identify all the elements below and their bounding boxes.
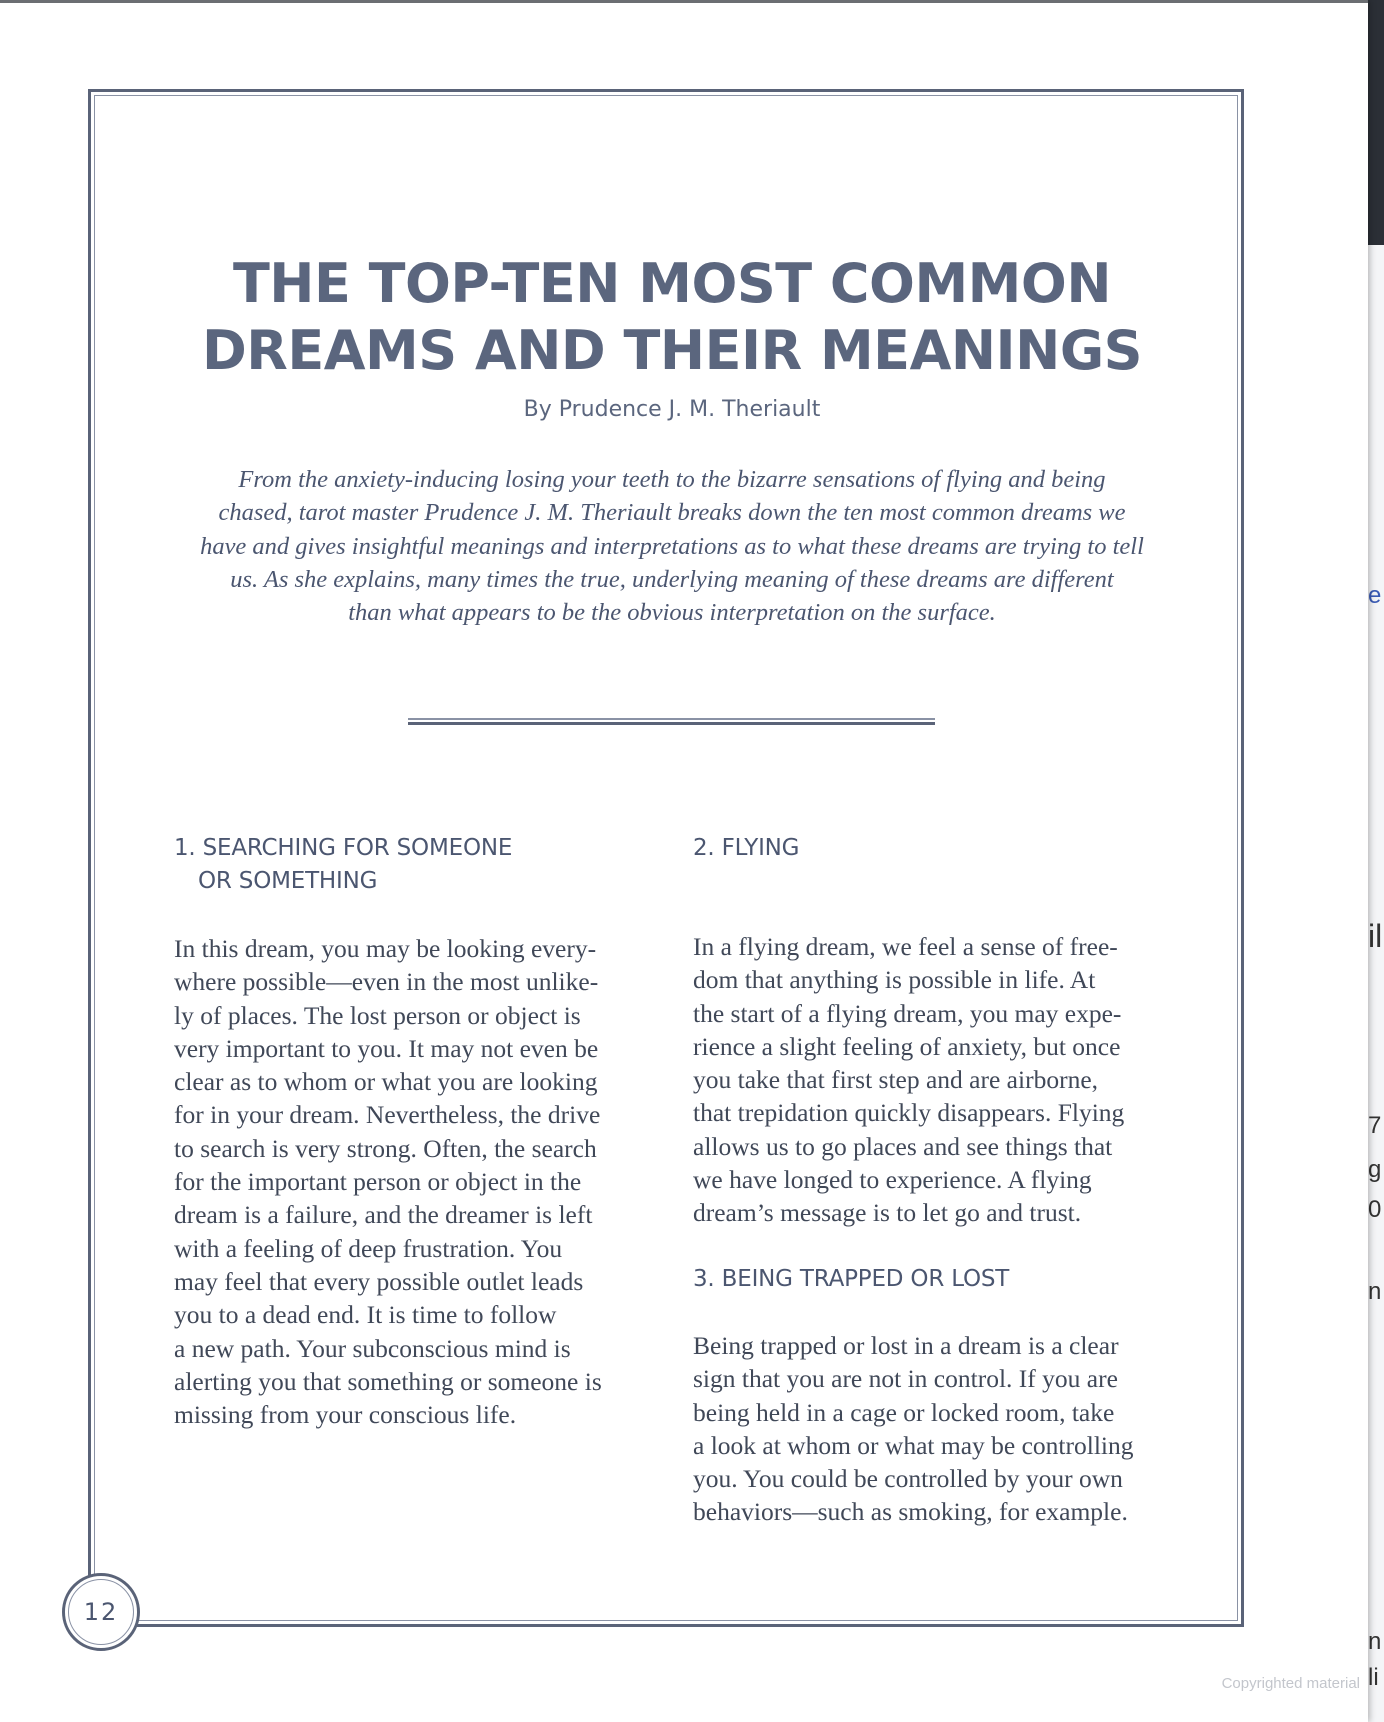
heading-line: 3. BEING TRAPPED OR LOST bbox=[693, 1266, 1010, 1292]
body-line: you take that first step and are airborne, bbox=[693, 1065, 1099, 1095]
intro-line: chased, tarot master Prudence J. M. Theriault breaks down the ten most common dreams we bbox=[218, 499, 1126, 527]
background-text-fragment: n bbox=[1368, 1628, 1382, 1655]
body-line: being held in a cage or locked room, take bbox=[693, 1397, 1115, 1427]
intro-line: From the anxiety-inducing losing your teeth to the bizarre sensations of flying and being bbox=[238, 466, 1106, 493]
body-line: that trepidation quickly disappears. Flying bbox=[693, 1098, 1125, 1128]
section-body-searching bbox=[174, 932, 602, 1431]
body-line: a look at whom or what may be controlling bbox=[693, 1430, 1134, 1460]
background-text-fragment: 7 bbox=[1368, 1112, 1382, 1139]
body-line: where possible—even in the most unlike- bbox=[174, 967, 599, 997]
heading-line: OR SOMETHING bbox=[198, 868, 378, 894]
body-line: sign that you are not in control. If you are bbox=[693, 1364, 1118, 1394]
body-line: In this dream, you may be looking every- bbox=[174, 934, 597, 963]
body-line: may feel that every possible outlet leads bbox=[174, 1266, 584, 1296]
divider-rule-thick bbox=[408, 722, 935, 725]
body-line: missing from your conscious life. bbox=[174, 1400, 517, 1430]
background-text-fragment: li bbox=[1368, 1664, 1379, 1691]
section-body-flying bbox=[693, 930, 1124, 1230]
background-text-fragment: g bbox=[1368, 1156, 1382, 1183]
body-line: you to a dead end. It is time to follow bbox=[174, 1300, 557, 1330]
section-heading-searching bbox=[174, 832, 512, 898]
body-line: Being trapped or lost in a dream is a clear bbox=[693, 1331, 1119, 1360]
background-text-fragment: n bbox=[1368, 1278, 1382, 1305]
body-line: with a feeling of deep frustration. You bbox=[174, 1233, 563, 1263]
body-line: for the important person or object in the bbox=[174, 1167, 582, 1197]
body-line: a new path. Your subconscious mind is bbox=[174, 1333, 571, 1363]
body-line: allows us to go places and see things that bbox=[693, 1131, 1113, 1161]
page-number: 12 bbox=[83, 1598, 119, 1626]
body-line: for in your dream. Nevertheless, the drive bbox=[174, 1100, 601, 1130]
section-heading-flying bbox=[693, 832, 799, 865]
heading-line: 1. SEARCHING FOR SOMEONE bbox=[174, 835, 513, 861]
background-text-fragment: 0 bbox=[1368, 1196, 1382, 1223]
body-line: we have longed to experience. A flying bbox=[693, 1165, 1092, 1195]
page-number-badge bbox=[62, 1573, 140, 1651]
intro-line: than what appears to be the obvious interpretation on the surface. bbox=[348, 599, 996, 627]
copyright-watermark: Copyrighted material bbox=[1221, 1675, 1360, 1692]
article-byline: By Prudence J. M. Theriault bbox=[523, 397, 821, 422]
section-heading-trapped bbox=[693, 1263, 1009, 1296]
body-line: dom that anything is possible in life. At bbox=[693, 965, 1096, 995]
section-divider bbox=[408, 718, 935, 725]
body-line: very important to you. It may not even be bbox=[174, 1033, 599, 1063]
body-line: behaviors—such as smoking, for example. bbox=[693, 1497, 1128, 1527]
section-body-trapped bbox=[693, 1329, 1134, 1529]
article-intro bbox=[180, 463, 1164, 629]
body-line: ly of places. The lost person or object is bbox=[174, 1000, 581, 1030]
background-dark-panel bbox=[1368, 0, 1384, 245]
body-line: clear as to whom or what you are looking bbox=[174, 1067, 598, 1097]
divider-rule-thin bbox=[408, 718, 935, 720]
body-line: dream’s message is to let go and trust. bbox=[693, 1198, 1082, 1228]
body-line: In a flying dream, we feel a sense of free- bbox=[693, 932, 1118, 961]
page-top-edge bbox=[0, 0, 1368, 3]
article-title-line-1: THE TOP-TEN MOST COMMON bbox=[232, 252, 1112, 315]
background-window bbox=[1368, 0, 1384, 1722]
body-line: the start of a flying dream, you may expe- bbox=[693, 998, 1122, 1028]
background-text-fragment: e bbox=[1368, 582, 1382, 609]
article-title-line-2: DREAMS AND THEIR MEANINGS bbox=[201, 319, 1143, 382]
intro-line: us. As she explains, many times the true, underlying meaning of these dreams are different bbox=[230, 565, 1114, 593]
body-line: alerting you that something or someone is bbox=[174, 1366, 602, 1396]
background-text-fragment: il bbox=[1368, 918, 1383, 954]
intro-line: have and gives insightful meanings and interpretations as to what these dreams are trying to tell bbox=[200, 532, 1144, 560]
body-line: to search is very strong. Often, the search bbox=[174, 1133, 597, 1163]
body-line: dream is a failure, and the dreamer is left bbox=[174, 1200, 593, 1230]
heading-line: 2. FLYING bbox=[693, 835, 800, 861]
body-line: rience a slight feeling of anxiety, but once bbox=[693, 1031, 1121, 1061]
body-line: you. You could be controlled by your own bbox=[693, 1464, 1123, 1494]
